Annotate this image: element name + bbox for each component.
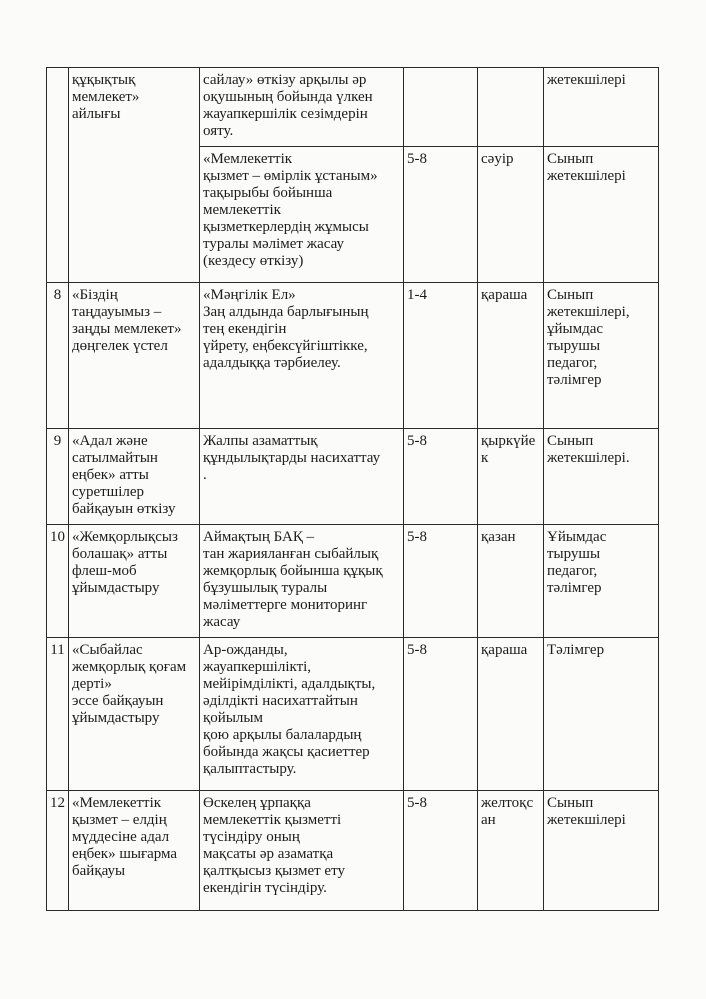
responsible-cell: жетекшілері: [544, 68, 659, 147]
table-row: [47, 429, 659, 525]
month-cell: қазан: [478, 525, 544, 638]
month-cell: сәуір: [478, 147, 544, 283]
row-number-cell: 8: [47, 283, 69, 429]
month-cell: қыркүйе к: [478, 429, 544, 525]
goal-cell: «Мәңгілік Ел» Заң алдында барлығының тең екендігін үйрету, еңбексүйгіштікке, адалдыққа тәрбиелеу.: [200, 283, 404, 429]
event-name-cell: «Адал және сатылмайтын еңбек» атты суретшілер байқауын өткізу: [69, 429, 200, 525]
event-name-cell: «Жемқорлықсыз болашақ» атты флеш-моб ұйымдастыру: [69, 525, 200, 638]
row-number-cell: 10: [47, 525, 69, 638]
goal-cell: сайлау» өткізу арқылы әр оқушының бойында үлкен жауапкершілік сезімдерін ояту.: [200, 68, 404, 147]
table-row: [47, 525, 659, 638]
grades-cell: 5-8: [404, 791, 478, 911]
event-name-cell: «Сыбайлас жемқорлық қоғам дерті» эссе байқауын ұйымдастыру: [69, 638, 200, 791]
table-row: [47, 791, 659, 911]
grades-cell: 5-8: [404, 525, 478, 638]
table-row: [47, 638, 659, 791]
month-cell: қараша: [478, 283, 544, 429]
grades-cell: 1-4: [404, 283, 478, 429]
month-cell: қараша: [478, 638, 544, 791]
event-name-cell: «Біздің таңдауымыз – заңды мемлекет» дөңгелек үстел: [69, 283, 200, 429]
goal-cell: Жалпы азаматтық құндылықтарды насихаттау .: [200, 429, 404, 525]
event-name-cell: құқықтық мемлекет» айлығы: [69, 68, 200, 283]
goal-cell: «Мемлекеттік қызмет – өмірлік ұстаным» тақырыбы бойынша мемлекеттік қызметкерлердің жұмысы туралы мәлімет жасау (кездесу өткізу): [200, 147, 404, 283]
grades-cell: [404, 68, 478, 147]
table-row: [47, 68, 659, 147]
goal-cell: Өскелең ұрпаққа мемлекеттік қызметті түсіндіру оның мақсаты әр азаматқа қалтқысыз қызмет ету екендігін түсіндіру.: [200, 791, 404, 911]
table-row: [47, 283, 659, 429]
row-number-cell: [47, 68, 69, 283]
responsible-cell: Ұйымдас тырушы педагог, тәлімгер: [544, 525, 659, 638]
responsible-cell: Тәлімгер: [544, 638, 659, 791]
month-cell: [478, 68, 544, 147]
grades-cell: 5-8: [404, 147, 478, 283]
row-number-cell: 12: [47, 791, 69, 911]
event-name-cell: «Мемлекеттік қызмет – елдің мүддесіне адал еңбек» шығарма байқауы: [69, 791, 200, 911]
responsible-cell: Сынып жетекшілері, ұйымдас тырушы педагог, тәлімгер: [544, 283, 659, 429]
event-plan-table: [46, 67, 659, 911]
responsible-cell: Сынып жетекшілері: [544, 147, 659, 283]
row-number-cell: 11: [47, 638, 69, 791]
goal-cell: Ар-ожданды, жауапкершілікті, мейірімділікті, адалдықты, әділдікті насихаттайтын қойылым қою арқылы балалардың бойында жақсы қасиеттер қалыптастыру.: [200, 638, 404, 791]
grades-cell: 5-8: [404, 638, 478, 791]
month-cell: желтоқс ан: [478, 791, 544, 911]
row-number-cell: 9: [47, 429, 69, 525]
responsible-cell: Сынып жетекшілері: [544, 791, 659, 911]
goal-cell: Аймақтың БАҚ – тан жарияланған сыбайлық жемқорлық бойынша құқық бұзушылық туралы мәліметтерге мониторинг жасау: [200, 525, 404, 638]
responsible-cell: Сынып жетекшілері.: [544, 429, 659, 525]
grades-cell: 5-8: [404, 429, 478, 525]
